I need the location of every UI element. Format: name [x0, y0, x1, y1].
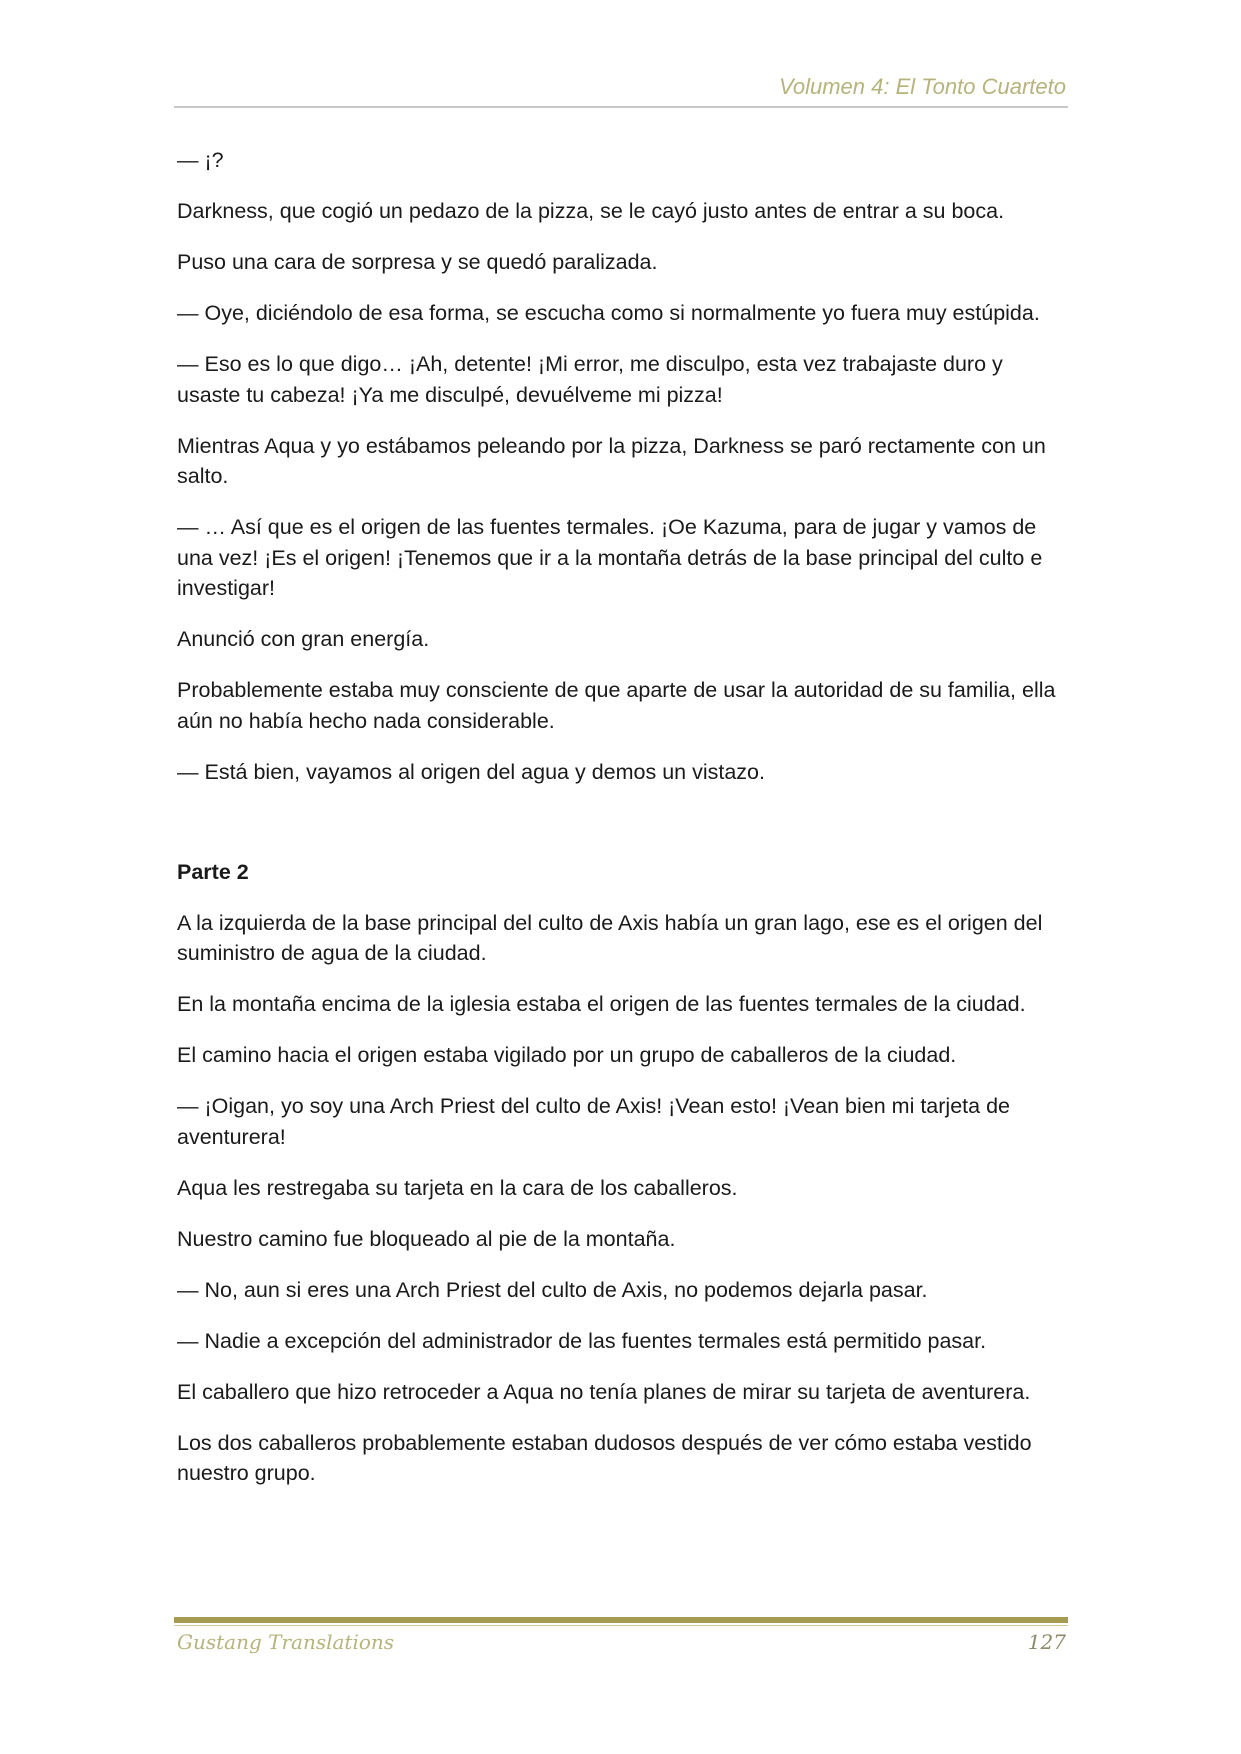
paragraph: Anunció con gran energía.	[177, 627, 430, 651]
paragraph: — … Así que es el origen de las fuentes termales. ¡Oe Kazuma, para de jugar y vamos de una vez! ¡Es el origen! ¡Tenemos que ir a la montaña detrás de la base principal del culto e investigar!	[177, 515, 1043, 600]
paragraph: — Está bien, vayamos al origen del agua y demos un vistazo.	[177, 759, 765, 784]
section-heading: Parte 2	[177, 860, 249, 884]
header-title: Volumen 4: El Tonto Cuarteto	[779, 74, 1066, 99]
paragraph: Aqua les restregaba su tarjeta en la cara de los caballeros.	[177, 1175, 738, 1200]
paragraph: — ¡?	[177, 148, 224, 172]
page-header	[174, 70, 1068, 108]
paragraph: Nuestro camino fue bloqueado al pie de la montaña.	[177, 1226, 676, 1251]
paragraph: Probablemente estaba muy consciente de que aparte de usar la autoridad de su familia, ella aún no había hecho nada considerable.	[177, 678, 1056, 733]
footer-publisher: Gustang Translations	[177, 1630, 395, 1654]
paragraph: Darkness, que cogió un pedazo de la pizza, se le cayó justo antes de entrar a su boca.	[177, 199, 1005, 223]
paragraph: — Oye, diciéndolo de esa forma, se escucha como si normalmente yo fuera muy estúpida.	[177, 301, 1040, 325]
paragraph: Puso una cara de sorpresa y se quedó paralizada.	[177, 250, 658, 274]
paragraph: — Nadie a excepción del administrador de las fuentes termales está permitido pasar.	[177, 1328, 987, 1353]
footer-divider	[174, 1617, 1068, 1623]
paragraph: El caballero que hizo retroceder a Aqua no tenía planes de mirar su tarjeta de aventurera.	[177, 1379, 1031, 1404]
page-body	[177, 145, 1067, 1509]
paragraph: El camino hacia el origen estaba vigilado por un grupo de caballeros de la ciudad.	[177, 1043, 957, 1067]
paragraph: Los dos caballeros probablemente estaban dudosos después de ver cómo estaba vestido nuestro grupo.	[177, 1430, 1032, 1485]
paragraph: — Eso es lo que digo… ¡Ah, detente! ¡Mi error, me disculpo, esta vez trabajaste duro y usaste tu cabeza! ¡Ya me disculpé, devuélveme mi pizza!	[177, 352, 1003, 407]
paragraph: — No, aun si eres una Arch Priest del culto de Axis, no podemos dejarla pasar.	[177, 1277, 928, 1302]
footer-divider-thin	[174, 1625, 1068, 1626]
paragraph: A la izquierda de la base principal del culto de Axis había un gran lago, ese es el origen del suministro de agua de la ciudad.	[177, 910, 1043, 965]
paragraph: — ¡Oigan, yo soy una Arch Priest del culto de Axis! ¡Vean esto! ¡Vean bien mi tarjeta de aventurera!	[177, 1094, 1010, 1149]
paragraph: Mientras Aqua y yo estábamos peleando por la pizza, Darkness se paró rectamente con un salto.	[177, 433, 1046, 488]
paragraph: En la montaña encima de la iglesia estaba el origen de las fuentes termales de la ciudad.	[177, 992, 1026, 1016]
page-number: 127	[1027, 1630, 1066, 1654]
